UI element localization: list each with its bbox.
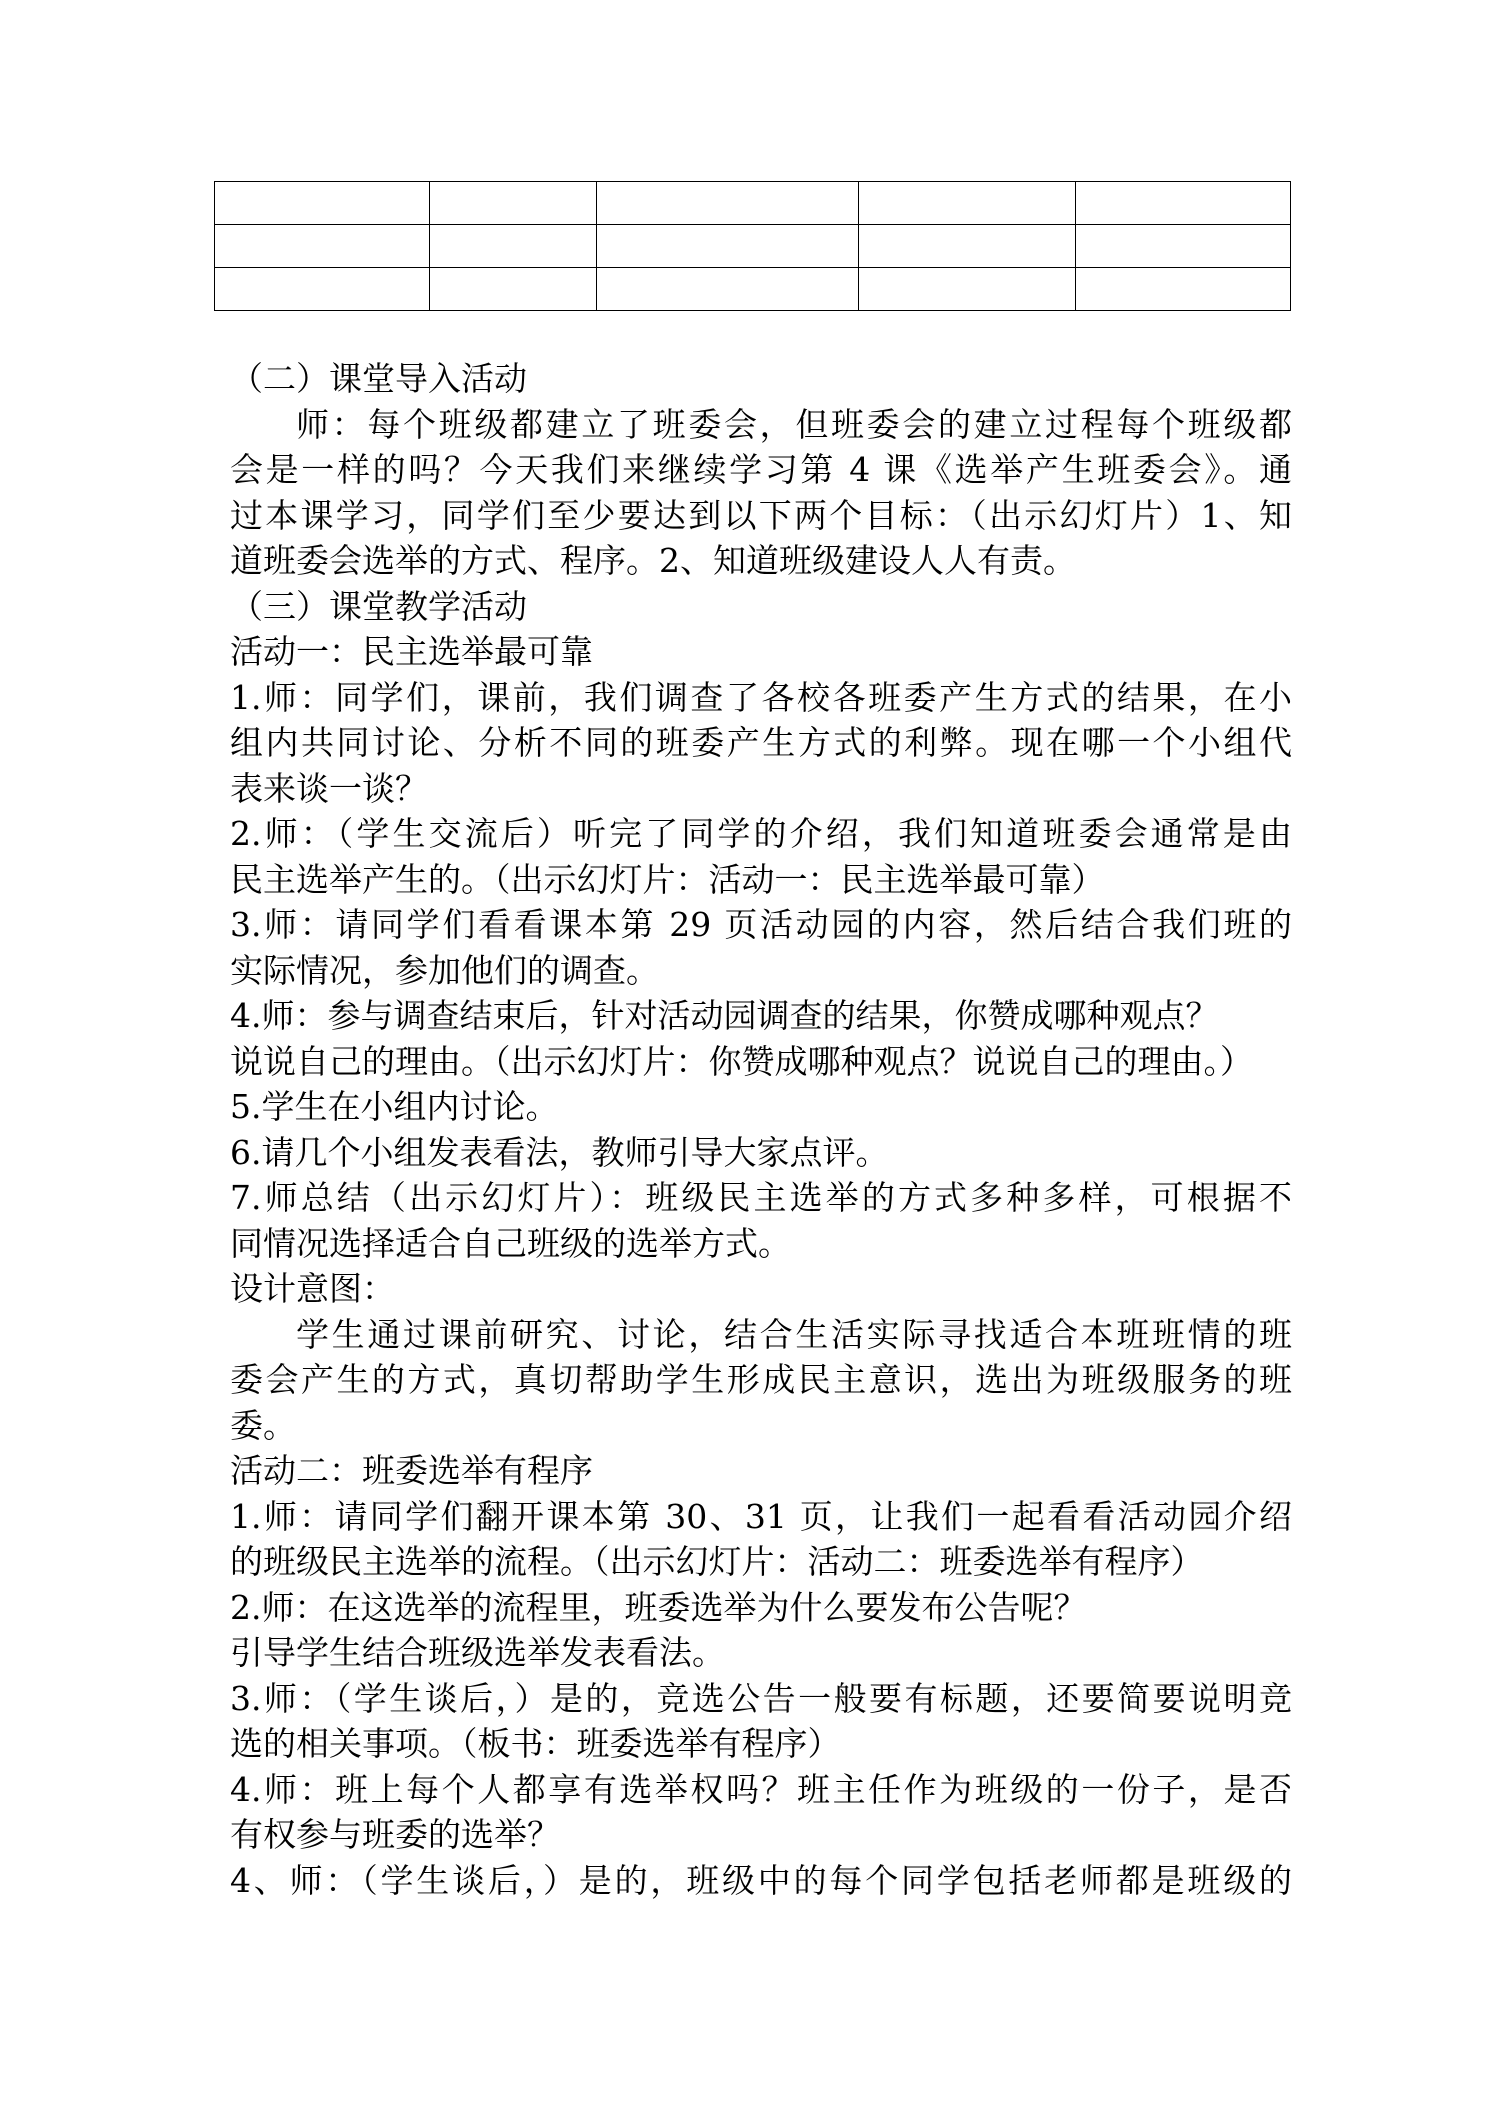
text-line: 师：每个班级都建立了班委会，但班委会的建立过程每个班级都	[296, 404, 1292, 444]
text-line: 会是一样的吗？今天我们来继续学习第 4 课《选举产生班委会》。通	[230, 450, 1292, 489]
text-line: 3.师：请同学们看看课本第 29 页活动园的内容，然后结合我们班的	[230, 905, 1292, 944]
text-line: 实际情况，参加他们的调查。	[230, 950, 659, 990]
text-line: 同情况选择适合自己班级的选举方式。	[230, 1223, 791, 1263]
text-line: 组内共同讨论、分析不同的班委产生方式的利弊。现在哪一个小组代	[230, 723, 1292, 762]
section-heading: （二）课堂导入活动	[230, 359, 527, 398]
table-row	[215, 182, 1291, 225]
text-line: 4.师：班上每个人都享有选举权吗？班主任作为班级的一份子，是否	[230, 1769, 1292, 1809]
text-line: 引导学生结合班级选举发表看法。	[230, 1633, 725, 1672]
text-line: 3.师：（学生谈后，）是的，竞选公告一般要有标题，还要简要说明竞	[230, 1678, 1292, 1718]
text-line: 学生通过课前研究、讨论，结合生活实际寻找适合本班班情的班	[296, 1314, 1292, 1354]
text-line: 7.师总结（出示幻灯片）：班级民主选举的方式多种多样，可根据不	[230, 1178, 1292, 1217]
table-cell	[859, 182, 1076, 225]
table-cell	[430, 268, 597, 311]
table-row	[215, 268, 1291, 311]
text-line: 的班级民主选举的流程。（出示幻灯片：活动二：班委选举有程序）	[230, 1542, 1204, 1581]
table-row	[215, 225, 1291, 268]
text-line: 委。	[230, 1405, 296, 1445]
table-cell	[1076, 225, 1291, 268]
text-line: 2.师：在这选举的流程里，班委选举为什么要发布公告呢？	[230, 1587, 1087, 1627]
table-cell	[597, 182, 859, 225]
table-cell	[215, 225, 430, 268]
text-line: 5.学生在小组内讨论。	[230, 1087, 559, 1126]
text-line: 1.师：同学们，课前，我们调查了各校各班委产生方式的结果，在小	[230, 677, 1292, 717]
text-line: 委会产生的方式，真切帮助学生形成民主意识，选出为班级服务的班	[230, 1360, 1292, 1399]
table-cell	[859, 268, 1076, 311]
text-line: 说说自己的理由。（出示幻灯片：你赞成哪种观点？说说自己的理由。）	[230, 1041, 1253, 1081]
activity-heading: 活动一：民主选举最可靠	[230, 632, 593, 671]
activity-heading: 活动二：班委选举有程序	[230, 1451, 593, 1490]
table-cell	[597, 225, 859, 268]
table-cell	[1076, 268, 1291, 311]
table-cell	[1076, 182, 1291, 225]
table-cell	[859, 225, 1076, 268]
text-line: 表来谈一谈？	[230, 768, 428, 808]
lesson-text	[230, 356, 1292, 1903]
text-line: 2.师：（学生交流后）听完了同学的介绍，我们知道班委会通常是由	[230, 814, 1292, 853]
text-line: 1.师：请同学们翻开课本第 30、31 页，让我们一起看看活动园介绍	[230, 1496, 1292, 1536]
table-cell	[430, 182, 597, 225]
text-line: 4、师：（学生谈后，）是的，班级中的每个同学包括老师都是班级的	[230, 1860, 1292, 1900]
section-heading: （三）课堂教学活动	[230, 586, 527, 626]
text-line: 道班委会选举的方式、程序。2、知道班级建设人人有责。	[230, 541, 1076, 580]
text-line: 过本课学习，同学们至少要达到以下两个目标：（出示幻灯片）1、知	[230, 495, 1292, 535]
table-cell	[430, 225, 597, 268]
design-intent-heading: 设计意图：	[230, 1269, 395, 1308]
text-line: 民主选举产生的。（出示幻灯片：活动一：民主选举最可靠）	[230, 859, 1105, 899]
text-line: 4.师：参与调查结束后，针对活动园调查的结果，你赞成哪种观点？	[230, 996, 1219, 1035]
text-line: 选的相关事项。（板书：班委选举有程序）	[230, 1724, 841, 1763]
blank-table	[214, 181, 1291, 311]
table-cell	[215, 268, 430, 311]
text-line: 6.请几个小组发表看法，教师引导大家点评。	[230, 1132, 889, 1172]
table-cell	[597, 268, 859, 311]
table-cell	[215, 182, 430, 225]
text-line: 有权参与班委的选举？	[230, 1815, 560, 1854]
